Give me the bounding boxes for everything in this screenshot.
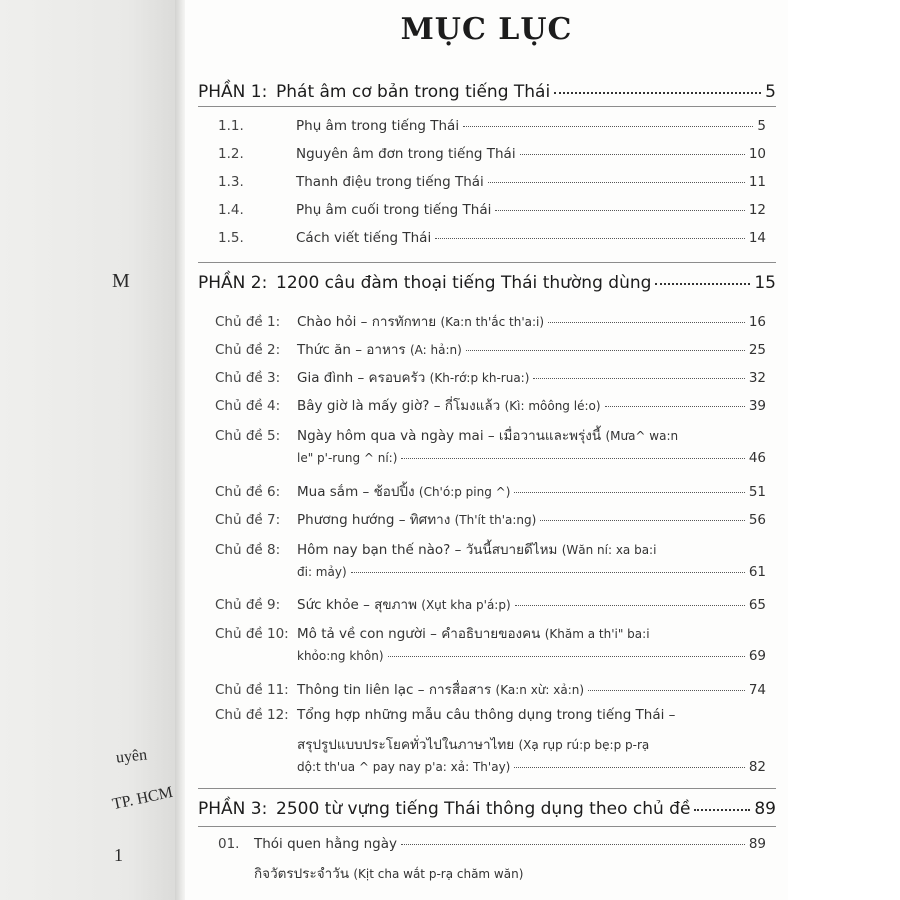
left-page-fragment: TP. HCM: [110, 783, 175, 814]
page-number: 15: [754, 273, 776, 293]
topic-thai: สรุปรูปแบบประโยคทั่วไปในภาษาไทย: [297, 737, 515, 753]
topic-romanization: (Th'ít th'a:ng): [454, 513, 537, 527]
page-number: 51: [748, 484, 766, 500]
entry-title: Nguyên âm đơn trong tiếng Thái: [296, 146, 516, 162]
page-number: 5: [765, 82, 776, 102]
topic-number: Chủ đề 5:: [215, 428, 281, 444]
dot-leader: [351, 572, 745, 573]
topic-romanization: (Xụt kha p'á:p): [421, 598, 511, 612]
topic-title: Phương hướng –: [297, 512, 406, 528]
dot-leader: [514, 767, 744, 768]
page-number: 89: [748, 836, 766, 852]
toc-topic-entry[interactable]: [215, 310, 766, 332]
toc-topic-entry[interactable]: [215, 394, 766, 416]
dot-leader: [495, 210, 744, 211]
page-number: 12: [748, 202, 766, 218]
topic-romanization: (Khăm a th'i" ba:i: [544, 627, 650, 641]
entry-number: 1.4.: [218, 202, 244, 218]
topic-romanization: (Ka:n xừ: xả:n): [495, 683, 585, 697]
toc-topic-entry-continued[interactable]: [297, 759, 766, 775]
toc-topic-entry[interactable]: [215, 424, 766, 446]
page-number: 61: [748, 564, 766, 580]
entry-title: Thói quen hằng ngày: [254, 836, 398, 852]
topic-thai: เมื่อวานและพรุ่งนี้: [498, 428, 602, 444]
left-page-fragment: uyên: [115, 746, 148, 767]
topic-title: Bây giờ là mấy giờ? –: [297, 398, 441, 414]
toc-part-heading[interactable]: [198, 273, 776, 293]
page-title: MỤC LỤC: [400, 12, 573, 47]
dot-leader: [554, 92, 761, 94]
topic-thai: วันนี้สบายดีไหม: [465, 542, 558, 558]
topic-title: Thông tin liên lạc –: [297, 682, 425, 698]
entry-romanization: (Kịt cha wắt p-rạ chăm wăn): [353, 867, 524, 881]
topic-romanization: (Mưa^ wa:n: [605, 429, 679, 443]
topic-thai: ครอบครัว: [368, 370, 426, 386]
part-label: PHẦN 3:: [198, 799, 268, 819]
entry-title: Phụ âm trong tiếng Thái: [296, 118, 460, 134]
topic-romanization-continued: đi: mảy): [297, 565, 347, 579]
topic-title: Tổng hợp những mẫu câu thông dụng trong tiếng Thái –: [297, 707, 676, 723]
toc-part-heading[interactable]: [198, 799, 776, 819]
part-title: 2500 từ vựng tiếng Thái thông dụng theo chủ đề: [276, 799, 691, 819]
left-page: [0, 0, 183, 900]
page-number: 25: [748, 342, 766, 358]
dot-leader: [514, 492, 744, 493]
dot-leader: [401, 844, 745, 845]
toc-topic-entry[interactable]: [215, 593, 766, 615]
divider: [198, 106, 776, 107]
topic-number: Chủ đề 11:: [215, 682, 289, 698]
toc-topic-entry[interactable]: [215, 538, 766, 560]
entry-number: 1.1.: [218, 118, 244, 134]
topic-romanization: (A: hả:n): [409, 343, 462, 357]
toc-topic-entry-continued[interactable]: [297, 733, 766, 755]
topic-romanization-continued: dộ:t th'ua ^ pay nay p'a: xả: Th'ay): [297, 760, 511, 774]
part-label: PHẦN 2:: [198, 273, 268, 293]
entry-thai: กิจวัตรประจำวัน: [254, 866, 350, 882]
dot-leader: [694, 809, 750, 811]
part-label: PHẦN 1:: [198, 82, 268, 102]
toc-entry[interactable]: [218, 202, 766, 218]
topic-thai: ช้อปปิ้ง: [373, 484, 415, 500]
topic-number: Chủ đề 8:: [215, 542, 281, 558]
toc-topic-entry-continued[interactable]: [297, 564, 766, 580]
dot-leader: [488, 182, 745, 183]
page-number: 65: [748, 597, 766, 613]
topic-romanization: (Ka:n th'ắc th'a:i): [440, 315, 545, 329]
divider: [198, 826, 776, 827]
toc-topic-entry-continued[interactable]: [297, 648, 766, 664]
topic-title: Chào hỏi –: [297, 314, 368, 330]
page-number: 74: [748, 682, 766, 698]
dot-leader: [388, 656, 745, 657]
page-number: 11: [748, 174, 766, 190]
dot-leader: [463, 126, 753, 127]
toc-entry[interactable]: [218, 118, 766, 134]
topic-number: Chủ đề 6:: [215, 484, 281, 500]
toc-topic-entry[interactable]: [215, 678, 766, 700]
toc-topic-entry[interactable]: [215, 480, 766, 502]
dot-leader: [548, 322, 745, 323]
toc-topic-entry[interactable]: [215, 366, 766, 388]
dot-leader: [655, 283, 750, 285]
page-number: 46: [748, 450, 766, 466]
dot-leader: [588, 690, 745, 691]
dot-leader: [466, 350, 745, 351]
topic-title: Mô tả về con người –: [297, 626, 437, 642]
toc-topic-entry-continued[interactable]: [297, 450, 766, 466]
topic-thai: สุขภาพ: [374, 597, 417, 613]
topic-number: Chủ đề 7:: [215, 512, 281, 528]
part-title: 1200 câu đàm thoại tiếng Thái thường dùng: [276, 273, 652, 293]
topic-romanization-continued: le" p'-rung ^ ní:): [297, 451, 398, 465]
page-number: 32: [748, 370, 766, 386]
topic-number: Chủ đề 4:: [215, 398, 281, 414]
topic-number: Chủ đề 9:: [215, 597, 281, 613]
topic-thai: กี่โมงแล้ว: [444, 398, 501, 414]
topic-title: Ngày hôm qua và ngày mai –: [297, 428, 495, 444]
toc-part-heading[interactable]: [198, 82, 776, 102]
topic-thai: การสื่อสาร: [428, 682, 492, 698]
toc-entry-continued[interactable]: [254, 862, 766, 884]
left-page-fragment: 1: [114, 845, 123, 865]
topic-number: Chủ đề 3:: [215, 370, 281, 386]
topic-title: Thức ăn –: [297, 342, 362, 358]
page-number: 14: [748, 230, 766, 246]
divider: [198, 788, 776, 789]
topic-number: Chủ đề 10:: [215, 626, 289, 642]
topic-romanization: (Ch'ó:p ping ^): [418, 485, 511, 499]
entry-title: Phụ âm cuối trong tiếng Thái: [296, 202, 492, 218]
entry-number: 1.3.: [218, 174, 244, 190]
toc-entry[interactable]: [218, 836, 766, 852]
dot-leader: [435, 238, 745, 239]
topic-title: Mua sắm –: [297, 484, 370, 500]
topic-romanization: (Kh-rớ:p kh-rua:): [429, 371, 530, 385]
toc-entry[interactable]: [218, 146, 766, 162]
page-number: 16: [748, 314, 766, 330]
entry-number: 01.: [218, 836, 240, 852]
entry-title: Thanh điệu trong tiếng Thái: [296, 174, 484, 190]
toc-topic-entry[interactable]: [215, 508, 766, 530]
page-number: 82: [748, 759, 766, 775]
toc-entry[interactable]: [218, 230, 766, 246]
topic-romanization-continued: khỏo:ng khôn): [297, 649, 384, 663]
page-number: 10: [748, 146, 766, 162]
background: [788, 0, 900, 900]
dot-leader: [533, 378, 744, 379]
page-number: 69: [748, 648, 766, 664]
topic-title: Hôm nay bạn thế nào? –: [297, 542, 462, 558]
topic-number: Chủ đề 1:: [215, 314, 281, 330]
topic-number: Chủ đề 12:: [215, 707, 289, 723]
part-title: Phát âm cơ bản trong tiếng Thái: [276, 82, 551, 102]
topic-thai: อาหาร: [366, 342, 406, 358]
dot-leader: [605, 406, 745, 407]
toc-topic-entry[interactable]: [215, 707, 766, 723]
dot-leader: [401, 458, 744, 459]
dot-leader: [520, 154, 745, 155]
page-number: 56: [748, 512, 766, 528]
dot-leader: [515, 605, 745, 606]
topic-number: Chủ đề 2:: [215, 342, 281, 358]
topic-romanization: (Kì: môông lé:o): [504, 399, 601, 413]
toc-topic-entry[interactable]: [215, 622, 766, 644]
topic-romanization: (Wăn ní: xa ba:i: [561, 543, 657, 557]
dot-leader: [540, 520, 745, 521]
topic-title: Sức khỏe –: [297, 597, 370, 613]
entry-number: 1.2.: [218, 146, 244, 162]
toc-entry[interactable]: [218, 174, 766, 190]
topic-thai: คำอธิบายของคน: [441, 626, 541, 642]
entry-title: Cách viết tiếng Thái: [296, 230, 432, 246]
topic-thai: ทิศทาง: [409, 512, 451, 528]
divider: [198, 262, 776, 263]
page-number: 39: [748, 398, 766, 414]
toc-topic-entry[interactable]: [215, 338, 766, 360]
topic-thai: การทักทาย: [371, 314, 437, 330]
page-number: 89: [754, 799, 776, 819]
topic-romanization: (Xạ rụp rú:p bẹ:p p-rạ: [518, 738, 650, 752]
topic-title: Gia đình –: [297, 370, 365, 386]
entry-number: 1.5.: [218, 230, 244, 246]
page-number: 5: [757, 118, 766, 134]
left-page-fragment: M: [112, 270, 130, 292]
